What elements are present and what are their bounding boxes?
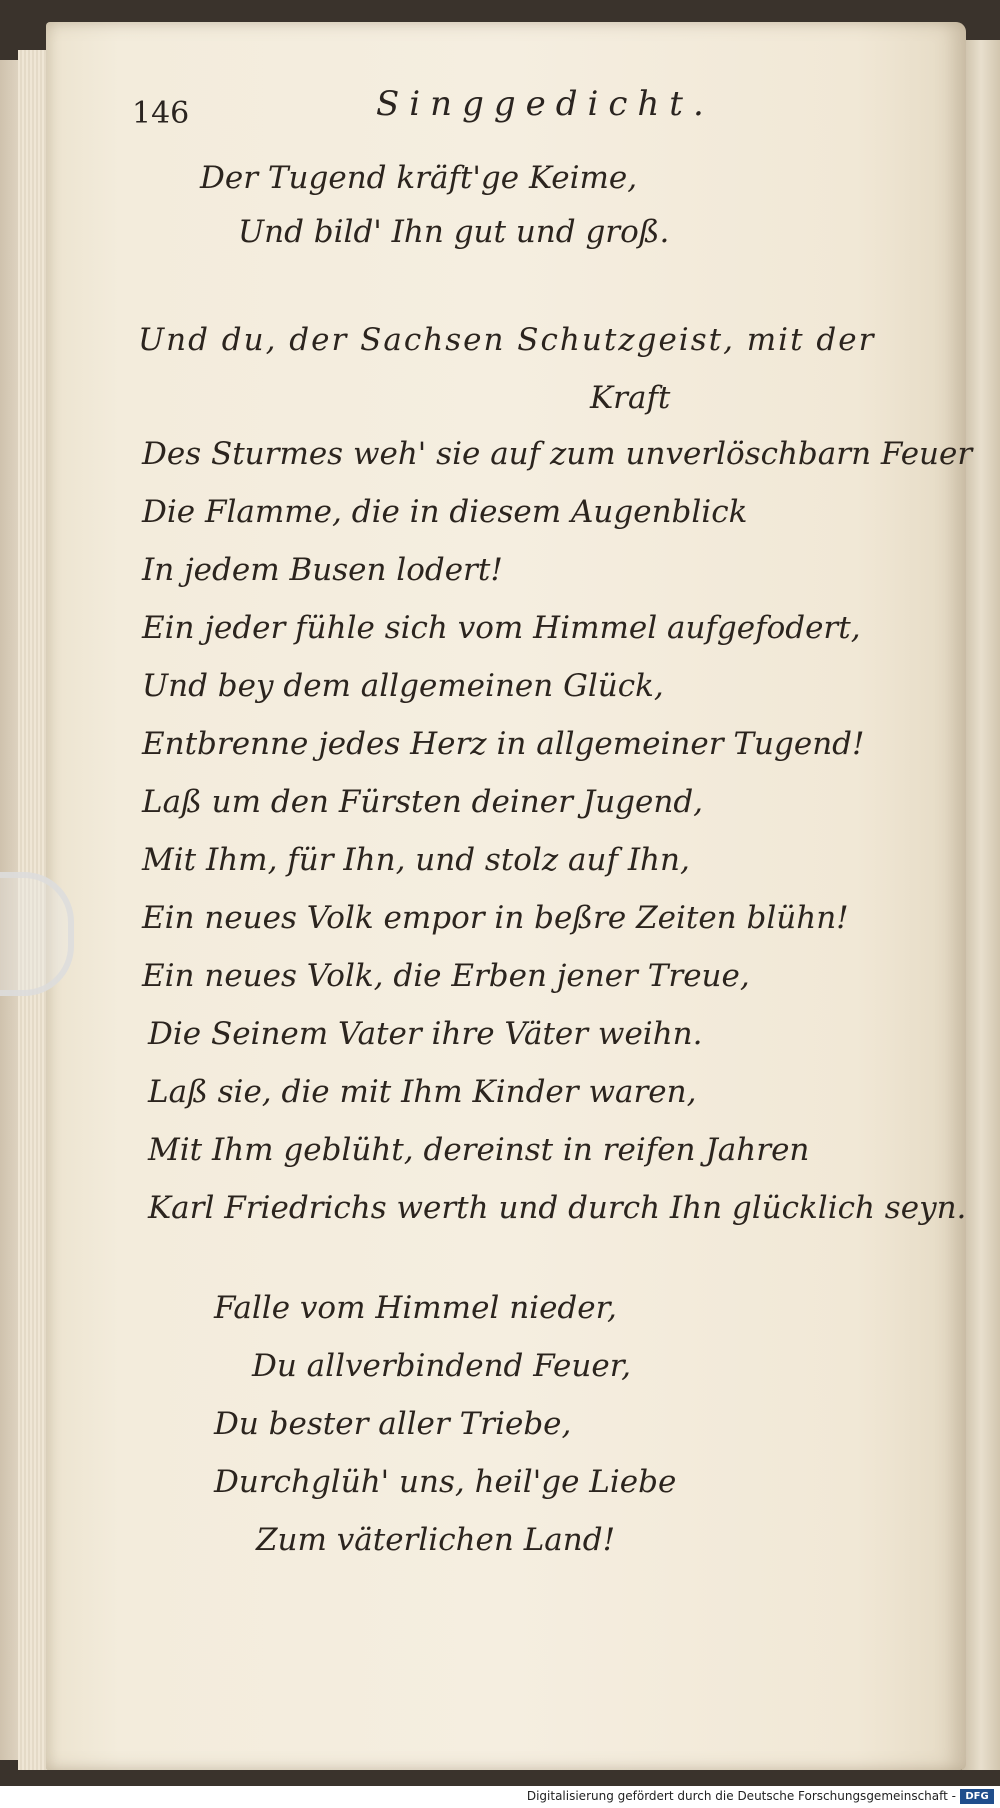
poem-line: Karl Friedrichs werth und durch Ihn glücklich seyn.	[148, 1190, 967, 1226]
book-right-edge	[962, 40, 1000, 1770]
poem-line: Laß um den Fürsten deiner Jugend,	[142, 784, 704, 820]
poem-line: Ein neues Volk empor in beßre Zeiten blühn!	[142, 900, 849, 936]
poem-line-wrap: Kraft	[590, 380, 671, 416]
poem-line: Mit Ihm, für Ihn, und stolz auf Ihn,	[142, 842, 690, 878]
dfg-logo: DFG	[960, 1789, 994, 1804]
poem-line: Du bester aller Triebe,	[214, 1406, 572, 1442]
footer-bar	[0, 1786, 1000, 1808]
poem-line: Ein neues Volk, die Erben jener Treue,	[142, 958, 750, 994]
poem-line: Entbrenne jedes Herz in allgemeiner Tugend!	[142, 726, 865, 762]
poem-line: Ein jeder fühle sich vom Himmel aufgefodert,	[142, 610, 861, 646]
book-page	[46, 22, 966, 1770]
running-head: Singgedicht.	[376, 84, 714, 124]
poem-line: Die Seinem Vater ihre Väter weihn.	[148, 1016, 703, 1052]
poem-line: Durchglüh' uns, heil'ge Liebe	[214, 1464, 677, 1500]
poem-line: Des Sturmes weh' sie auf zum unverlöschbarn Feuer	[142, 436, 973, 472]
poem-line: Die Flamme, die in diesem Augenblick	[142, 494, 748, 530]
poem-line: In jedem Busen lodert!	[142, 552, 503, 588]
poem-line: Und bey dem allgemeinen Glück,	[142, 668, 664, 704]
poem-line: Laß sie, die mit Ihm Kinder waren,	[148, 1074, 697, 1110]
page-clip	[0, 872, 74, 996]
page-number: 146	[132, 96, 190, 131]
poem-line: Du allverbindend Feuer,	[252, 1348, 631, 1384]
poem-line: Falle vom Himmel nieder,	[214, 1290, 617, 1326]
footer-credit: Digitalisierung gefördert durch die Deutsche Forschungsgemeinschaft -	[526, 1789, 956, 1803]
poem-line: Und du, der Sachsen Schutzgeist, mit der	[138, 322, 876, 358]
poem-line: Zum väterlichen Land!	[256, 1522, 616, 1558]
poem-line: Mit Ihm geblüht, dereinst in reifen Jahren	[148, 1132, 810, 1168]
poem-line: Und bild' Ihn gut und groß.	[238, 214, 670, 250]
poem-line: Der Tugend kräft'ge Keime,	[200, 160, 638, 196]
